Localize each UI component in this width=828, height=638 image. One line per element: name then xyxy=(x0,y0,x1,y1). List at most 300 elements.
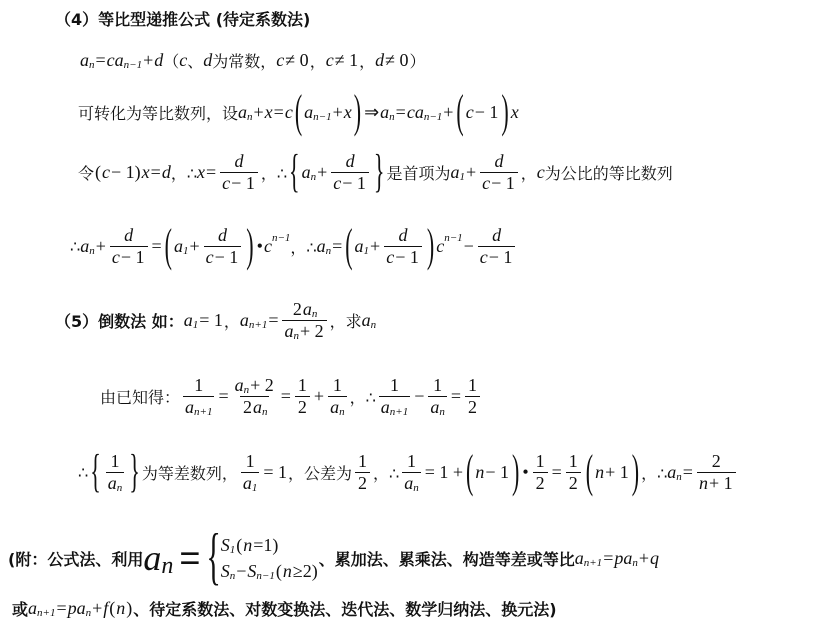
left-brace: { xyxy=(289,144,300,198)
math-variable: a xyxy=(304,101,314,122)
math-subscript: 1 xyxy=(251,482,258,494)
text-run: （4）等比型递推公式 (待定系数法) xyxy=(55,9,311,29)
math-subscript: n xyxy=(89,59,95,71)
math-variable: n xyxy=(116,597,126,618)
fraction xyxy=(233,375,277,418)
math-variable: c xyxy=(465,101,474,122)
general-term-result xyxy=(70,216,518,276)
math-variable: d xyxy=(161,161,171,182)
math-subscript: n xyxy=(243,384,250,396)
math-variable: a xyxy=(185,396,195,417)
fraction-denominator xyxy=(282,320,326,342)
math-variable: d xyxy=(217,224,227,245)
math-variable: a xyxy=(574,547,584,568)
math-operator: = 1 xyxy=(263,461,287,482)
math-variable: a xyxy=(316,235,326,256)
math-variable: ca xyxy=(406,101,424,122)
math-variable: d xyxy=(154,49,164,70)
math-subscript: n xyxy=(293,330,299,342)
text-run: 为常数， xyxy=(212,51,277,71)
fraction-numerator xyxy=(709,451,724,472)
math-operator: − 1) xyxy=(111,161,141,182)
text-run: 、待定系数法、对数变换法、迭代法、数学归纳法、换元法) xyxy=(133,599,557,619)
math-subscript: n−1 xyxy=(123,59,143,71)
fraction xyxy=(328,375,347,418)
parenthesized-group xyxy=(293,84,363,138)
math-operator: 1 xyxy=(245,450,255,471)
math-variable: x xyxy=(197,161,206,182)
math-variable: a xyxy=(450,161,460,182)
math-variable: a xyxy=(234,374,244,395)
math-variable: a xyxy=(404,472,414,493)
math-variable: a xyxy=(252,396,262,417)
math-operator: − 1 xyxy=(395,246,419,267)
fraction-denominator xyxy=(110,246,148,268)
math-variable: a xyxy=(361,309,371,330)
math-operator: ) xyxy=(126,597,133,618)
braced-sequence xyxy=(287,144,386,198)
math-variable: d xyxy=(494,150,504,171)
section-5-heading xyxy=(55,290,376,350)
fraction-numerator xyxy=(330,375,345,396)
math-variable: pa xyxy=(67,597,86,618)
math-operator: ≠ 0 xyxy=(385,49,409,70)
fraction-denominator xyxy=(106,472,125,494)
math-variable: c xyxy=(482,172,491,193)
fraction-numerator xyxy=(355,451,370,472)
text-run: ∴ xyxy=(70,236,81,256)
math-variable: c xyxy=(205,246,214,267)
math-variable: a xyxy=(80,49,89,70)
math-subscript: 1 xyxy=(459,171,465,183)
fraction xyxy=(384,225,422,268)
fraction xyxy=(282,299,326,342)
right-paren: ) xyxy=(246,218,254,272)
arithmetic-sequence-step xyxy=(78,442,739,502)
math-operator: = xyxy=(332,235,343,256)
text-run: 令 xyxy=(78,163,95,183)
math-operator: • xyxy=(256,235,263,256)
math-operator: 1 xyxy=(406,450,416,471)
fraction-denominator xyxy=(331,172,369,194)
right-paren: ) xyxy=(631,444,640,498)
fraction xyxy=(697,451,736,494)
math-operator: =1) xyxy=(253,534,279,555)
math-variable: d xyxy=(492,224,502,245)
math-operator: 1 xyxy=(535,450,545,471)
math-operator: 2 xyxy=(297,396,307,417)
math-operator: ≠ 0 xyxy=(285,49,309,70)
math-operator: ≠ 1 xyxy=(334,49,359,70)
text-run: 为等差数列， xyxy=(141,463,238,483)
math-operator: = 1 xyxy=(199,309,223,330)
math-operator: + xyxy=(465,161,477,182)
fraction xyxy=(533,451,548,494)
math-variable: a xyxy=(302,298,312,319)
fraction xyxy=(480,151,518,194)
math-variable-large: a xyxy=(143,538,162,578)
math-operator: = xyxy=(551,461,562,482)
math-operator: = xyxy=(151,235,162,256)
math-subscript: 1 xyxy=(182,245,189,257)
math-variable: c xyxy=(179,49,188,70)
math-operator: 1 xyxy=(568,450,578,471)
fraction xyxy=(106,451,125,494)
math-subscript: n xyxy=(85,607,92,619)
text-run: ∴ xyxy=(78,462,89,482)
braced-sequence xyxy=(88,444,142,498)
math-subscript: n xyxy=(229,570,236,582)
fraction-denominator xyxy=(183,396,214,418)
math-subscript: n xyxy=(116,482,123,494)
fraction-numerator xyxy=(243,451,258,472)
text-run: 是首项为 xyxy=(386,163,451,183)
math-operator: + xyxy=(370,235,381,256)
math-operator: = xyxy=(95,49,106,70)
math-operator: − xyxy=(463,235,474,256)
math-subscript: n xyxy=(439,406,445,418)
math-variable: a xyxy=(330,396,340,417)
fraction xyxy=(295,375,310,418)
math-operator: − 1 xyxy=(214,246,239,267)
text-run: 、 xyxy=(187,51,204,71)
math-variable: c xyxy=(284,101,293,122)
fraction-numerator xyxy=(387,375,402,396)
math-subscript-large: n xyxy=(161,552,174,579)
math-variable: a xyxy=(183,309,193,330)
fraction xyxy=(183,375,214,418)
math-operator: + xyxy=(143,49,154,70)
math-operator: + xyxy=(95,235,106,256)
math-variable: x xyxy=(141,161,150,182)
math-operator: + 1 xyxy=(605,461,629,482)
cases-rows xyxy=(221,532,319,584)
math-operator: • xyxy=(522,461,529,482)
math-variable: a xyxy=(239,309,249,330)
math-operator: ≥2) xyxy=(292,560,318,581)
fraction xyxy=(379,375,410,418)
text-run: (附：公式法、利用 xyxy=(8,549,144,569)
math-operator: = xyxy=(450,385,462,406)
math-subscript: 1 xyxy=(363,245,370,257)
math-operator: − 1 xyxy=(485,461,509,482)
fraction xyxy=(355,451,370,494)
math-subscript: n xyxy=(261,406,268,418)
math-operator: = xyxy=(395,101,406,122)
math-operator: 2 xyxy=(568,472,578,493)
math-subscript: n xyxy=(676,471,682,483)
fraction xyxy=(331,151,369,194)
fraction xyxy=(465,375,480,418)
math-operator: = xyxy=(56,597,67,618)
math-operator: + xyxy=(313,385,325,406)
math-variable: c xyxy=(536,161,545,182)
left-brace: { xyxy=(90,444,101,498)
fraction-numerator xyxy=(492,151,505,172)
fraction-numerator xyxy=(465,375,480,396)
text-run: ，∴ xyxy=(349,387,376,407)
solve-x-step xyxy=(78,142,673,202)
piecewise-cases xyxy=(206,522,318,592)
text-run: ，求 xyxy=(329,311,362,331)
text-run: 或 xyxy=(12,599,29,619)
fraction xyxy=(566,451,581,494)
math-operator: = xyxy=(206,161,217,182)
reciprocal-step xyxy=(100,366,483,426)
math-operator: 1 xyxy=(389,374,399,395)
math-operator: − xyxy=(414,385,425,406)
text-run: 由已知得： xyxy=(100,387,181,407)
math-operator: 2 xyxy=(358,472,367,493)
math-operator: = xyxy=(682,461,693,482)
math-variable: d xyxy=(375,49,385,70)
fraction xyxy=(402,451,421,494)
math-operator: − xyxy=(236,560,247,581)
math-operator: ( xyxy=(275,560,282,581)
math-operator: + 2 xyxy=(250,374,274,395)
math-operator: + 1 xyxy=(708,472,733,493)
math-variable: a xyxy=(107,472,117,493)
math-variable: n xyxy=(475,461,485,482)
math-operator: 1 xyxy=(110,450,120,471)
math-operator: + xyxy=(92,597,103,618)
math-subscript: 1 xyxy=(192,319,199,331)
left-paren: ( xyxy=(456,84,464,138)
fraction-numerator xyxy=(295,375,310,396)
math-variable: d xyxy=(124,224,134,245)
math-operator: 1 xyxy=(194,374,204,395)
fraction-denominator xyxy=(204,246,242,268)
math-variable: a xyxy=(238,101,248,122)
math-subscript: n xyxy=(632,557,638,569)
left-paren: ( xyxy=(345,218,353,272)
math-operator: 1 xyxy=(332,374,342,395)
text-run: ， xyxy=(520,163,537,183)
fraction-denominator xyxy=(478,246,516,268)
math-superscript: n−1 xyxy=(444,232,463,244)
math-variable: n xyxy=(282,560,292,581)
math-variable: c xyxy=(263,235,272,256)
text-run: ， xyxy=(309,51,326,71)
fraction-numerator xyxy=(216,225,229,246)
parenthesized-group xyxy=(454,84,510,138)
math-variable: x xyxy=(264,101,273,122)
transform-step xyxy=(78,82,519,142)
fraction-numerator xyxy=(344,151,357,172)
math-subscript: n−1 xyxy=(313,111,332,123)
math-operator: ( xyxy=(236,534,243,555)
math-operator: ( xyxy=(95,161,102,182)
text-run: ，∴ xyxy=(373,463,400,483)
math-operator: = xyxy=(280,385,291,406)
fraction-denominator xyxy=(384,246,422,268)
math-subscript: n+1 xyxy=(194,406,213,418)
math-variable: a xyxy=(242,472,252,493)
fraction xyxy=(241,451,260,494)
fraction-numerator xyxy=(233,151,246,172)
math-operator: − 1 xyxy=(474,101,499,122)
math-variable: c xyxy=(333,172,342,193)
math-subscript: n xyxy=(89,245,95,257)
math-subscript: n xyxy=(247,111,253,123)
math-variable: x xyxy=(343,101,352,122)
fraction-denominator xyxy=(402,472,421,494)
fraction-numerator xyxy=(397,225,410,246)
math-variable: S xyxy=(247,560,257,581)
text-run: （ xyxy=(163,51,180,71)
math-variable: c xyxy=(222,172,231,193)
right-paren: ) xyxy=(353,84,362,138)
parenthesized-group xyxy=(464,444,521,498)
math-operator: = xyxy=(150,161,161,182)
right-brace: } xyxy=(129,444,140,498)
math-superscript: n−1 xyxy=(271,232,291,244)
math-operator: − 1 xyxy=(231,172,255,193)
text-run: ） xyxy=(409,51,426,71)
fraction-numerator xyxy=(566,451,581,472)
fraction-numerator xyxy=(108,451,123,472)
math-operator: − 1 xyxy=(491,172,515,193)
fraction-numerator xyxy=(191,375,206,396)
math-operator: 2 xyxy=(292,298,302,319)
fraction-denominator xyxy=(428,396,447,418)
math-subscript: n+1 xyxy=(37,607,56,619)
math-variable: a xyxy=(301,161,311,182)
parenthesized-group xyxy=(584,444,641,498)
math-operator: + xyxy=(189,235,200,256)
math-variable: a xyxy=(284,320,294,341)
left-paren: ( xyxy=(164,218,172,272)
math-operator: + xyxy=(253,101,264,122)
math-operator: 2 xyxy=(242,396,252,417)
fraction-denominator xyxy=(328,396,347,418)
math-variable: c xyxy=(102,161,111,182)
left-paren: ( xyxy=(466,444,474,498)
fraction-numerator xyxy=(533,451,548,472)
math-variable: n xyxy=(698,472,708,493)
math-operator: ( xyxy=(109,597,116,618)
math-operator: 2 xyxy=(535,472,545,493)
math-operator: ⇒ xyxy=(364,101,380,122)
fraction xyxy=(428,375,447,418)
math-variable: d xyxy=(398,224,408,245)
math-equals-large: = xyxy=(179,537,201,578)
left-brace: { xyxy=(206,522,221,592)
fraction-denominator xyxy=(480,172,518,194)
fraction-numerator xyxy=(122,225,135,246)
math-subscript: n−1 xyxy=(256,570,275,582)
math-subscript: n xyxy=(370,319,377,331)
fraction-numerator xyxy=(290,299,320,320)
math-variable: n xyxy=(595,461,605,482)
math-variable: n xyxy=(243,534,253,555)
fraction-denominator xyxy=(241,472,260,494)
math-variable: a xyxy=(80,235,90,256)
fraction-denominator xyxy=(379,396,410,418)
math-operator: 1 xyxy=(358,450,367,471)
math-operator: − 1 xyxy=(342,172,366,193)
math-operator: 1 xyxy=(433,374,443,395)
math-subscript: n xyxy=(310,171,317,183)
fraction xyxy=(220,151,258,194)
math-operator: = xyxy=(218,385,229,406)
math-operator: = xyxy=(268,309,279,330)
math-variable: f xyxy=(103,597,109,618)
math-variable: a xyxy=(667,461,677,482)
math-variable: S xyxy=(220,534,230,555)
text-run: 为公比的等比数列 xyxy=(544,163,673,183)
fraction-numerator xyxy=(430,375,445,396)
case-row xyxy=(221,532,319,558)
fraction xyxy=(478,225,516,268)
text-run: ，∴ xyxy=(641,463,668,483)
fraction-denominator xyxy=(220,172,258,194)
math-variable: d xyxy=(345,150,355,171)
math-variable: a xyxy=(380,101,390,122)
math-operator: + xyxy=(332,101,343,122)
right-paren: ) xyxy=(511,444,520,498)
math-variable: d xyxy=(203,49,213,70)
math-subscript: 1 xyxy=(229,544,236,556)
math-operator: + xyxy=(638,547,649,568)
math-variable: d xyxy=(234,150,244,171)
math-operator: 2 xyxy=(711,450,721,471)
right-paren: ) xyxy=(426,218,435,272)
fraction-denominator xyxy=(465,396,480,418)
fraction-denominator xyxy=(533,472,548,494)
fraction-numerator xyxy=(404,451,419,472)
math-subscript: n xyxy=(325,245,332,257)
text-run: ，∴ xyxy=(170,163,198,183)
math-variable: c xyxy=(436,235,445,256)
math-operator: − 1 xyxy=(120,246,145,267)
math-operator: 1 xyxy=(297,374,307,395)
math-subscript: n−1 xyxy=(423,111,443,123)
math-variable: c xyxy=(325,49,334,70)
text-run: ， xyxy=(223,311,240,331)
math-variable: S xyxy=(220,560,230,581)
math-operator: 2 xyxy=(468,396,478,417)
math-variable: q xyxy=(650,547,659,568)
math-variable: a xyxy=(380,396,390,417)
fraction xyxy=(110,225,148,268)
appendix-line-2 xyxy=(12,578,557,638)
text-run: （5）倒数法 如： xyxy=(55,311,184,331)
fraction-denominator xyxy=(240,396,270,418)
fraction-denominator xyxy=(566,472,581,494)
math-subscript: n xyxy=(413,482,419,494)
math-variable: x xyxy=(510,101,519,122)
recurrence-definition xyxy=(80,30,426,90)
math-operator: 1 xyxy=(468,374,478,395)
math-operator: + xyxy=(317,161,328,182)
text-run: ，∴ xyxy=(260,163,288,183)
parenthesized-group xyxy=(163,218,256,272)
fraction-denominator xyxy=(355,472,370,494)
right-paren: ) xyxy=(501,84,509,138)
math-variable: a xyxy=(28,597,38,618)
math-subscript: n+1 xyxy=(248,319,268,331)
text-run: 、累加法、累乘法、构造等差或等比 xyxy=(318,549,575,569)
math-operator: = xyxy=(603,547,614,568)
math-operator: = xyxy=(273,101,284,122)
math-variable: pa xyxy=(614,547,633,568)
fraction-numerator xyxy=(233,375,277,396)
math-subscript: n xyxy=(389,111,395,123)
math-subscript: n+1 xyxy=(389,406,409,418)
math-operator: + xyxy=(443,101,454,122)
fraction xyxy=(204,225,242,268)
